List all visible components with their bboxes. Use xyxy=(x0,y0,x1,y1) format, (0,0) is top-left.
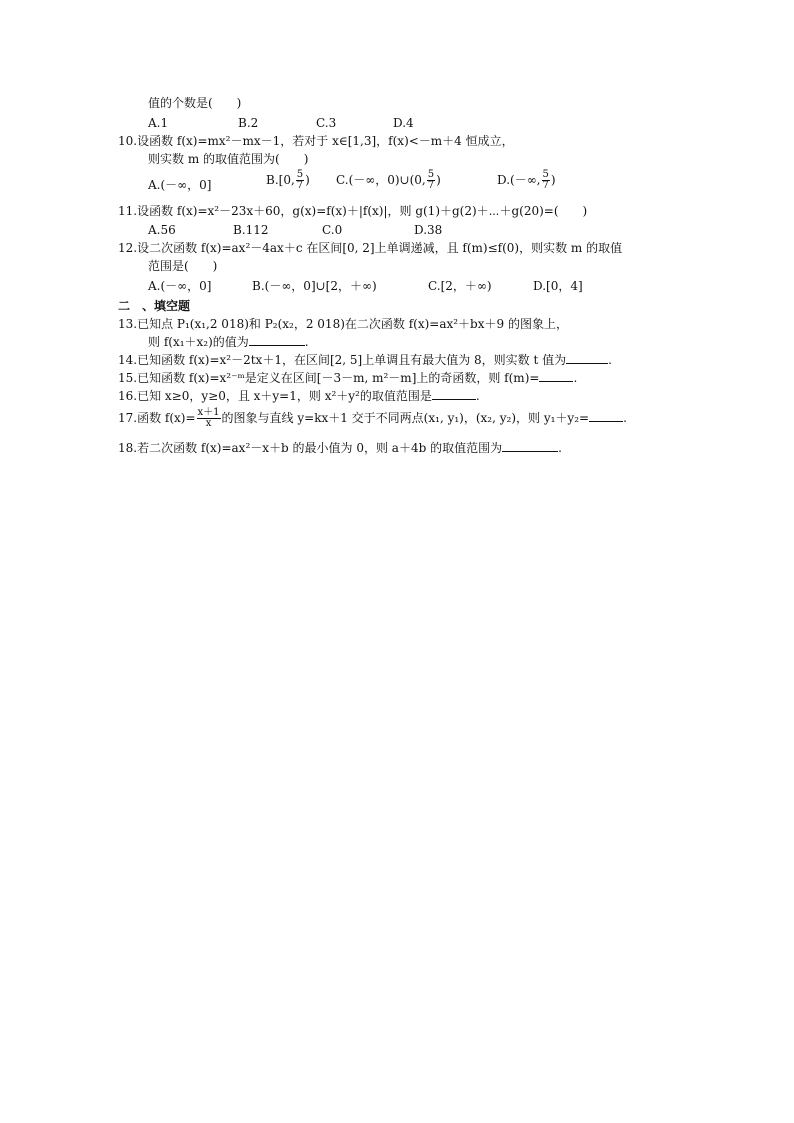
q12-option-b: B.(－∞，0]∪[2，＋∞) xyxy=(252,279,377,293)
q9-stem: 值的个数是( ) xyxy=(148,96,242,110)
fraction: $\frac{5}{7}$ xyxy=(427,169,435,191)
q12-option-a: A.(－∞，0] xyxy=(148,279,212,293)
q10-line1: 10.设函数 f(x)=mx²－mx－1，若对于 x∈[1,3]，f(x)<－m＋4 恒成立， xyxy=(118,134,514,148)
q10-option-d: D.(－∞, $\frac{5}{7}$ ) xyxy=(497,169,556,191)
q9-option-d: D.4 xyxy=(393,116,414,130)
q16-line: 16.已知 x≥0，y≥0，且 x＋y=1，则 x²＋y²的取值范围是 . xyxy=(118,389,480,403)
q17-line: 17.函数 f(x)= $\frac{x+1}{x}$ 的图象与直线 y=kx＋1 交于不同两点(x₁, y₁)，(x₂, y₂)，则 y₁＋y₂= . xyxy=(118,407,627,429)
answer-blank xyxy=(539,371,573,382)
q11-option-c: C.0 xyxy=(322,223,343,237)
q12-option-d: D.[0，4] xyxy=(533,279,583,293)
q10-option-c: C.(－∞，0)∪(0, $\frac{5}{7}$ ) xyxy=(336,169,441,191)
q11-option-d: D.38 xyxy=(414,223,443,237)
q12-option-c: C.[2，＋∞) xyxy=(428,279,492,293)
q14-line: 14.已知函数 f(x)=x²－2tx＋1，在区间[2, 5]上单调且有最大值为 8，则实数 t 值为 . xyxy=(118,353,612,367)
fraction: $\frac{x+1}{x}$ xyxy=(197,407,220,429)
answer-blank xyxy=(566,353,608,364)
q12-line2: 范围是( ) xyxy=(148,259,218,273)
answer-blank xyxy=(249,335,305,346)
answer-blank xyxy=(502,441,558,452)
answer-blank xyxy=(589,411,623,422)
q11-line1: 11.设函数 f(x)=x²－23x＋60，g(x)=f(x)＋|f(x)|，则 g(1)＋g(2)＋⋯＋g(20)=( ) xyxy=(118,204,588,218)
q9-option-a: A.1 xyxy=(148,116,169,130)
q10-option-a: A.(－∞，0] xyxy=(148,178,212,192)
fraction: $\frac{5}{7}$ xyxy=(542,169,549,191)
fraction: $\frac{5}{7}$ xyxy=(296,169,304,191)
q13-line1: 13.已知点 P₁(x₁,2 018)和 P₂(x₂，2 018)在二次函数 f(x)=ax²＋bx＋9 的图象上， xyxy=(118,317,568,331)
q10-line2: 则实数 m 的取值范围为( ) xyxy=(148,152,309,166)
q9-option-c: C.3 xyxy=(316,116,337,130)
section-heading-fill-in: 二 、填空题 xyxy=(118,299,191,313)
q18-line: 18.若二次函数 f(x)=ax²－x＋b 的最小值为 0，则 a＋4b 的取值范围为 . xyxy=(118,441,562,455)
answer-blank xyxy=(432,389,476,400)
q12-line1: 12.设二次函数 f(x)=ax²－4ax＋c 在区间[0, 2]上单调递减，且 f(m)≤f(0)，则实数 m 的取值 xyxy=(118,241,623,255)
q9-option-b: B.2 xyxy=(238,116,259,130)
q11-option-a: A.56 xyxy=(148,223,176,237)
q11-option-b: B.112 xyxy=(233,223,269,237)
q10-option-b: B.[0, $\frac{5}{7}$ ) xyxy=(266,169,310,191)
q15-line: 15.已知函数 f(x)=x²⁻ᵐ是定义在区间[－3－m, m²－m]上的奇函数，则 f(m)= . xyxy=(118,371,578,385)
q13-line2: 则 f(x₁＋x₂)的值为 . xyxy=(148,335,309,349)
